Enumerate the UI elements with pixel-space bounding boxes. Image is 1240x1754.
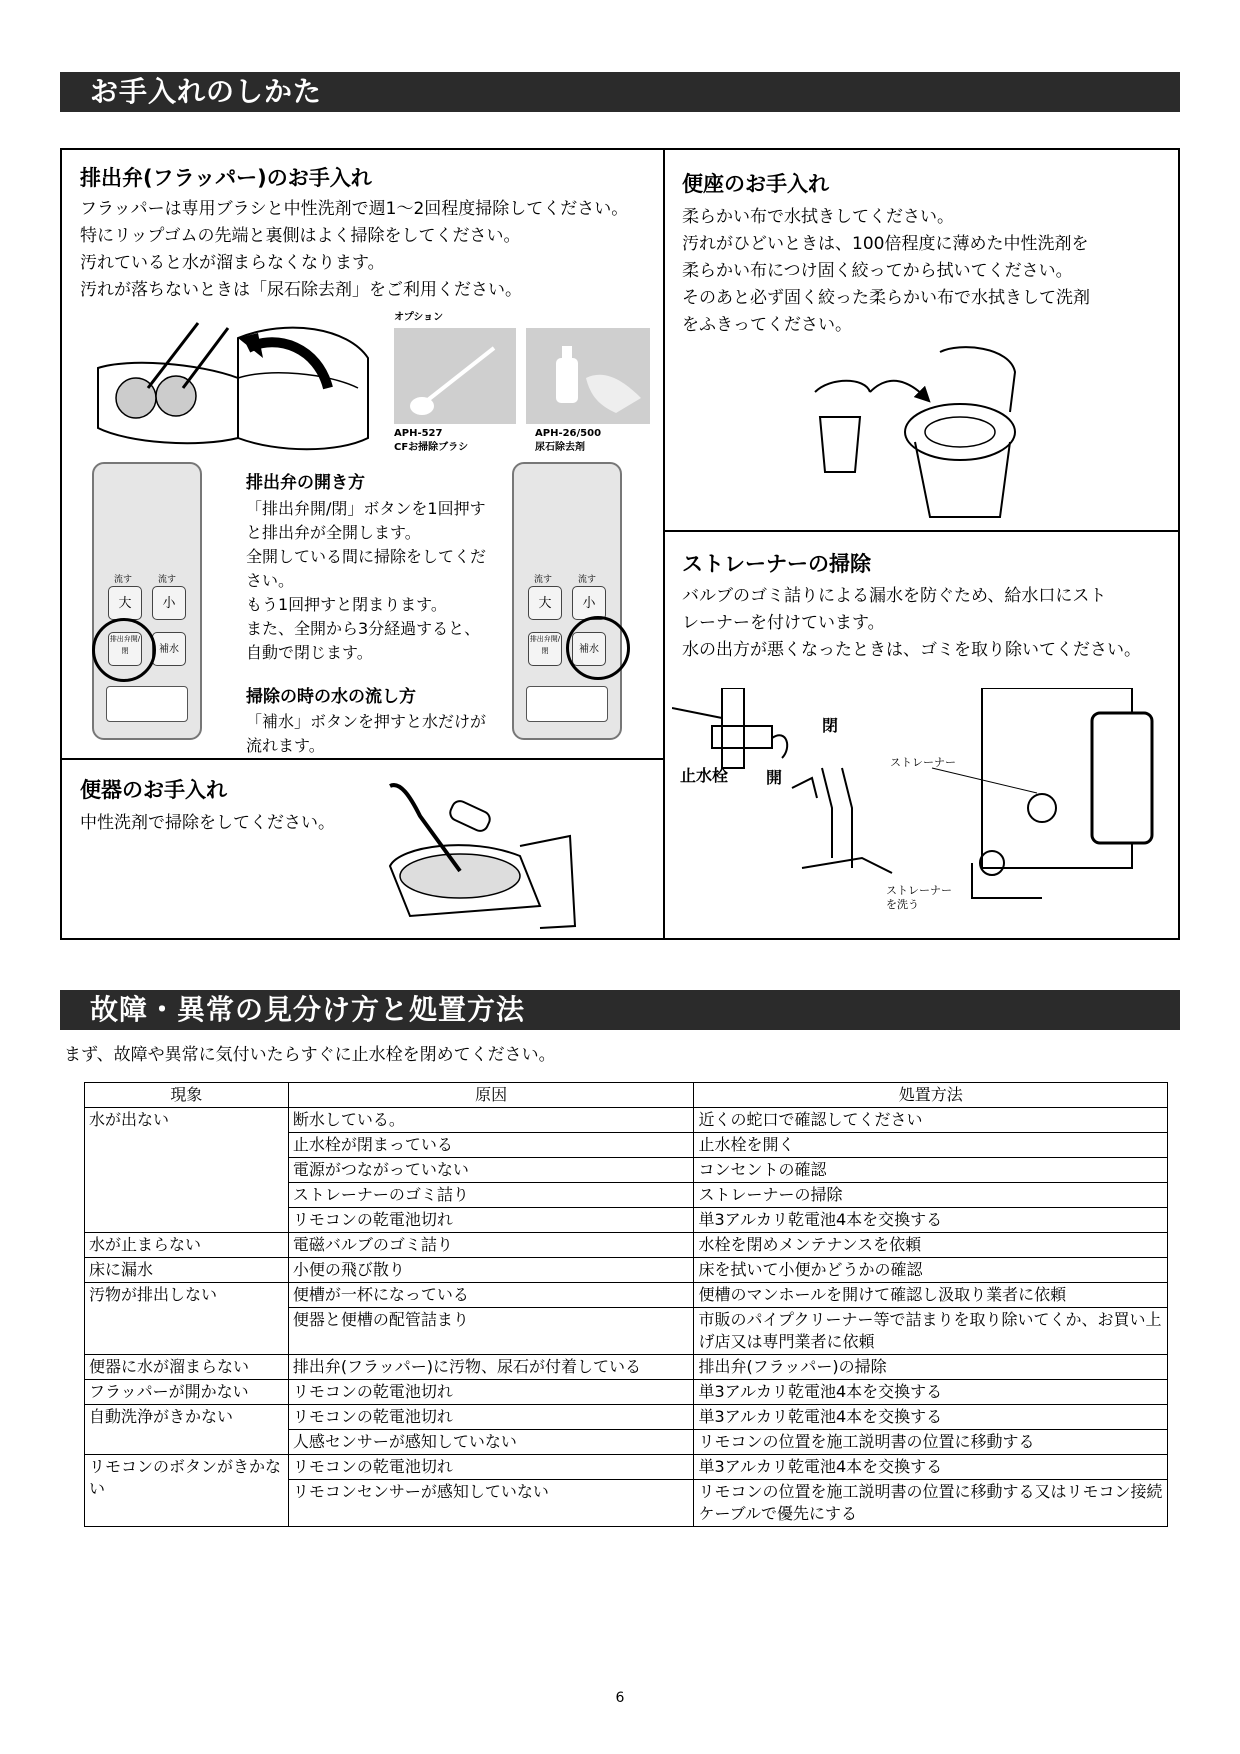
remote-sensor-window-right bbox=[526, 686, 608, 722]
big-flush-button[interactable]: 大 bbox=[108, 586, 142, 620]
small-flush-button[interactable]: 小 bbox=[152, 586, 186, 620]
cause-cell: 人感センサーが感知していない bbox=[288, 1430, 694, 1455]
seat-text: 柔らかい布で水拭きしてください。 汚れがひどいときは、100倍程度に薄めた中性洗剤を 柔らかい布につけ固く絞ってから拭いてください。 そのあと必ず固く絞った柔らかい布で水拭きして洗剤 をふきってください。 bbox=[682, 207, 1090, 335]
cause-cell: リモコンの乾電池切れ bbox=[288, 1380, 694, 1405]
cause-cell: 電磁バルブのゴミ詰り bbox=[288, 1233, 694, 1258]
flapper-cleaning-illustration bbox=[88, 318, 378, 458]
flush-label-big: 流す bbox=[114, 575, 133, 585]
big-flush-button-right[interactable]: 大 bbox=[528, 586, 562, 620]
brush-product-code: APH-527 bbox=[394, 428, 443, 439]
label-close: 閉 bbox=[822, 716, 839, 735]
strainer-illustration bbox=[672, 688, 1172, 936]
table-row bbox=[85, 1355, 1168, 1380]
cause-cell: 排出弁(フラッパー)に汚物、尿石が付着している bbox=[288, 1355, 694, 1380]
symptom-cell: 水が出ない bbox=[85, 1108, 289, 1233]
cause-cell: 止水栓が閉まっている bbox=[288, 1133, 694, 1158]
bowl-text: 中性洗剤で掃除をしてください。 bbox=[80, 813, 335, 833]
label-open: 開 bbox=[766, 768, 783, 787]
brush-product-name: CFお掃除ブラシ bbox=[394, 442, 469, 453]
symptom-cell: 汚物が排出しない bbox=[85, 1283, 289, 1355]
refill-button-right[interactable]: 補水 bbox=[572, 632, 606, 666]
fix-cell: コンセントの確認 bbox=[694, 1158, 1168, 1183]
highlight-valve-button bbox=[92, 618, 156, 682]
fix-cell: 近くの蛇口で確認してください bbox=[694, 1108, 1168, 1133]
option-label: オプション bbox=[394, 312, 444, 323]
bowl-title: 便器のお手入れ bbox=[80, 778, 227, 802]
open-valve-title: 排出弁の開き方 bbox=[246, 473, 365, 493]
fix-cell: 単3アルカリ乾電池4本を交換する bbox=[694, 1380, 1168, 1405]
fix-cell: 便槽のマンホールを開けて確認し汲取り業者に依頼 bbox=[694, 1283, 1168, 1308]
open-valve-text: 「排出弁開/閉」ボタンを1回押す と排出弁が全開します。 全開している間に掃除をしてくだ さい。 もう1回押すと閉まります。 また、全開から3分経過すると、 自動で閉じます。 bbox=[246, 499, 487, 662]
flapper-line-3: 汚れていると水が溜まらなくなります。 bbox=[80, 253, 385, 273]
flapper-line-1: フラッパーは専用ブラシと中性洗剤で週1～2回程度掃除してください。 bbox=[80, 199, 629, 219]
small-flush-button-right[interactable]: 小 bbox=[572, 586, 606, 620]
symptom-cell: 水が止まらない bbox=[85, 1233, 289, 1258]
label-stopcock: 止水栓 bbox=[680, 766, 729, 785]
brush-product-photo bbox=[394, 328, 516, 424]
troubleshooting-intro: まず、故障や異常に気付いたらすぐに止水栓を閉めてください。 bbox=[64, 1045, 556, 1065]
urinestone-product-photo bbox=[526, 328, 650, 424]
fix-cell: 単3アルカリ乾電池4本を交換する bbox=[694, 1208, 1168, 1233]
table-header-row bbox=[85, 1083, 1168, 1108]
symptom-cell: 床に漏水 bbox=[85, 1258, 289, 1283]
header-symptom: 現象 bbox=[85, 1083, 289, 1108]
fix-cell: 市販のパイプクリーナー等で詰まりを取り除いてくか、お買い上げ店又は専門業者に依頼 bbox=[694, 1308, 1168, 1355]
fix-cell: 排出弁(フラッパー)の掃除 bbox=[694, 1355, 1168, 1380]
bowl-cleaning-illustration bbox=[380, 776, 580, 932]
valve-open-close-button-right[interactable]: 排出弁開/閉 bbox=[528, 632, 562, 666]
flapper-line-2: 特にリップゴムの先端と裏側はよく掃除をしてください。 bbox=[80, 226, 521, 246]
header-cause: 原因 bbox=[288, 1083, 694, 1108]
fix-cell: ストレーナーの掃除 bbox=[694, 1183, 1168, 1208]
urinestone-product-code: APH-26/500 bbox=[535, 428, 602, 439]
header-fix: 処置方法 bbox=[694, 1083, 1168, 1108]
table-row bbox=[85, 1108, 1168, 1133]
cause-cell: 便槽が一杯になっている bbox=[288, 1283, 694, 1308]
strainer-title: ストレーナーの掃除 bbox=[682, 552, 871, 576]
label-strainer: ストレーナー bbox=[890, 756, 956, 769]
table-row bbox=[85, 1455, 1168, 1480]
strainer-text: バルブのゴミ詰りによる漏水を防ぐため、給水口にスト レーナーを付けています。 水の出方が悪くなったときは、ゴミを取り除いてください。 bbox=[682, 586, 1141, 660]
section-title-troubleshooting: 故障・異常の見分け方と処置方法 bbox=[60, 990, 1180, 1030]
table-row bbox=[85, 1233, 1168, 1258]
cause-cell: リモコンの乾電池切れ bbox=[288, 1208, 694, 1233]
seat-cleaning-illustration bbox=[810, 342, 1020, 522]
remote-sensor-window bbox=[106, 686, 188, 722]
fix-cell: リモコンの位置を施工説明書の位置に移動する bbox=[694, 1430, 1168, 1455]
table-row bbox=[85, 1405, 1168, 1430]
troubleshooting-table bbox=[84, 1082, 1168, 1527]
fix-cell: 床を拭いて小便かどうかの確認 bbox=[694, 1258, 1168, 1283]
cause-cell: 断水している。 bbox=[288, 1108, 694, 1133]
page-number: 6 bbox=[615, 1690, 625, 1706]
table-row bbox=[85, 1283, 1168, 1308]
symptom-cell: 便器に水が溜まらない bbox=[85, 1355, 289, 1380]
flapper-title: 排出弁(フラッパー)のお手入れ bbox=[80, 166, 372, 190]
fix-cell: 水栓を閉めメンテナンスを依頼 bbox=[694, 1233, 1168, 1258]
seat-title: 便座のお手入れ bbox=[682, 172, 829, 196]
refill-button[interactable]: 補水 bbox=[152, 632, 186, 666]
cause-cell: リモコンの乾電池切れ bbox=[288, 1405, 694, 1430]
fix-cell: 止水栓を開く bbox=[694, 1133, 1168, 1158]
flapper-line-4: 汚れが落ちないときは「尿石除去剤」をご利用ください。 bbox=[80, 280, 522, 300]
flush-label-big-right: 流す bbox=[534, 575, 553, 585]
flush-label-small: 流す bbox=[158, 575, 177, 585]
water-flow-text: 「補水」ボタンを押すと水だけが 流れます。 bbox=[246, 712, 487, 755]
symptom-cell: リモコンのボタンがきかない bbox=[85, 1455, 289, 1527]
urinestone-product-name: 尿石除去剤 bbox=[535, 442, 585, 453]
symptom-cell: 自動洗浄がきかない bbox=[85, 1405, 289, 1455]
cause-cell: 電源がつながっていない bbox=[288, 1158, 694, 1183]
label-wash-strainer-2: を洗う bbox=[886, 898, 919, 911]
cause-cell: 便器と便槽の配管詰まり bbox=[288, 1308, 694, 1355]
water-flow-title: 掃除の時の水の流し方 bbox=[246, 687, 416, 707]
cause-cell: リモコンセンサーが感知していない bbox=[288, 1480, 694, 1527]
symptom-cell: フラッパーが開かない bbox=[85, 1380, 289, 1405]
remote-control-right bbox=[512, 462, 622, 740]
remote-control-left bbox=[92, 462, 202, 740]
flush-label-small-right: 流す bbox=[578, 575, 597, 585]
fix-cell: 単3アルカリ乾電池4本を交換する bbox=[694, 1405, 1168, 1430]
fix-cell: リモコンの位置を施工説明書の位置に移動する又はリモコン接続ケーブルで優先にする bbox=[694, 1480, 1168, 1527]
fix-cell: 単3アルカリ乾電池4本を交換する bbox=[694, 1455, 1168, 1480]
label-wash-strainer-1: ストレーナー bbox=[886, 884, 952, 897]
highlight-refill-button bbox=[566, 616, 630, 680]
cause-cell: 小便の飛び散り bbox=[288, 1258, 694, 1283]
cause-cell: ストレーナーのゴミ詰り bbox=[288, 1183, 694, 1208]
valve-open-close-button[interactable]: 排出弁開/閉 bbox=[108, 632, 142, 666]
cause-cell: リモコンの乾電池切れ bbox=[288, 1455, 694, 1480]
table-row bbox=[85, 1258, 1168, 1283]
section-title-care: お手入れのしかた bbox=[60, 72, 1180, 112]
table-row bbox=[85, 1380, 1168, 1405]
